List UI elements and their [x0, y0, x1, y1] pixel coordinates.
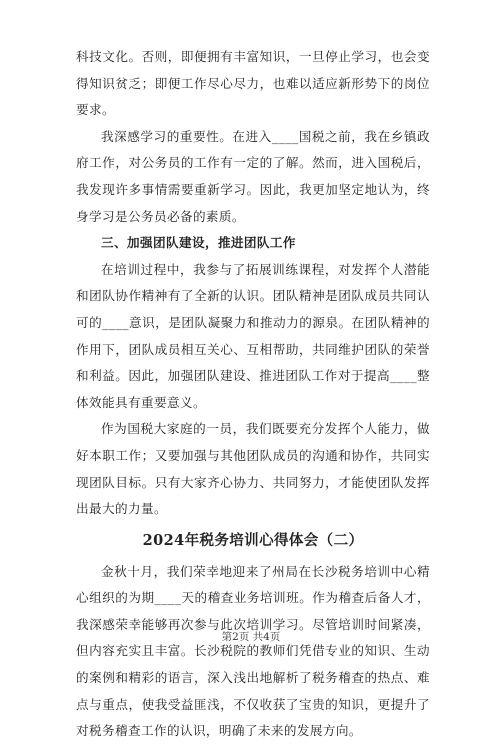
article-title-2: 2024年税务培训心得体会（二）: [142, 531, 364, 549]
section-heading-3: 三、加强团队建设，推进团队工作: [101, 235, 296, 251]
paragraph-5: 金秋十月，我们荣幸地迎来了州局在长沙税务培训中心精心组织的为期____天的稽查业务培训班。作为稽查后备人才，我深感荣幸能够再次参与此次培训学习。尽管培训时间紧凑，但内容充实且丰富。长沙税院的教师们凭借专业的知识、生动的案例和精彩的语言，深入浅出地解析了税务稽查的热点、难点与重点，使我受益匪浅，不仅收获了宝贵的知识，更提升了对税务稽查工作的认识，明确了未来的发展方向。: [76, 563, 430, 739]
page-footer: 第2页 共4页: [221, 631, 281, 643]
paragraph-1: 科技文化。否则，即便拥有丰富知识，一旦停止学习，也会变得知识贫乏；即便工作尽心尽力，也难以适应新形势下的岗位要求。: [76, 49, 430, 118]
paragraph-4: 作为国税大家庭的一员，我们既要充分发挥个人能力，做好本职工作；又要加强与其他团队成员的沟通和协作，共同实现团队目标。只有大家齐心协力、共同努力，才能使团队发挥出最大的力量。: [76, 421, 430, 517]
paragraph-2: 我深感学习的重要性。在进入____国税之前，我在乡镇政府工作，对公务员的工作有一定的了解。然而，进入国税后，我发现许多事情需要重新学习。因此，我更加坚定地认为，终身学习是公务员必备的素质。: [76, 128, 430, 224]
paragraph-3: 在培训过程中，我参与了拓展训练课程，对发挥个人潜能和团队协作精神有了全新的认识。团队精神是团队成员共同认可的____意识，是团队凝聚力和推动力的源泉。在团队精神的作用下，团队成员相互关心、互相帮助，共同维护团队的荣誉和利益。因此，加强团队建设、推进团队工作对于提高____整体效能具有重要意义。: [76, 261, 430, 410]
